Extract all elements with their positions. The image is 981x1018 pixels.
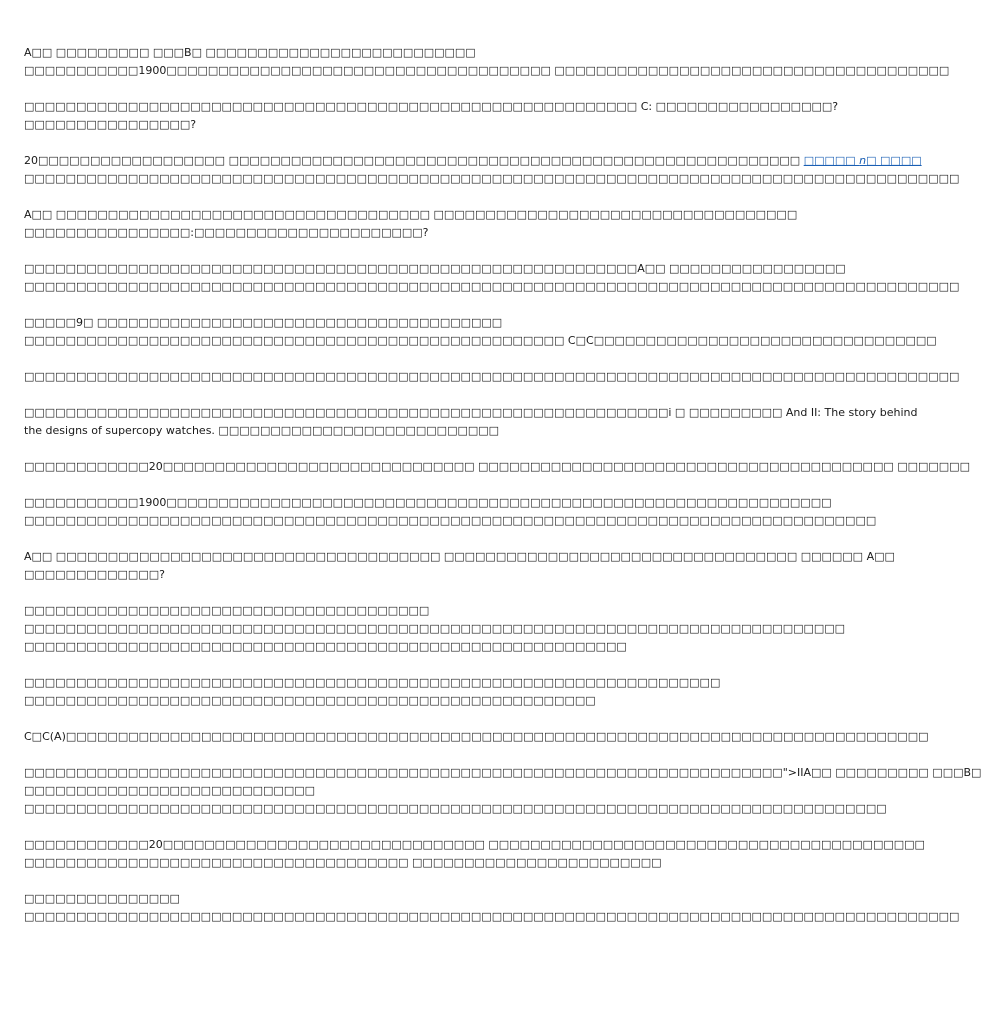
text-line: □□□□□□□□□□□□□□□□□□□□□□□□□□□□□□□□□□□□□ □□□□□□□□□□□□□□□□□□□□□□□□: [24, 856, 662, 869]
paragraph-10: [24, 494, 877, 530]
paragraph-5: [24, 260, 960, 296]
paragraph-12: [24, 602, 846, 656]
text-line: □□□□□□□□□□□□□□□□□□□□□□□□□□□□□□□□□□□□□□□□□□□□□□□□□□□□□□□□□□□□□□□□□□□□□□□□□">IIA□□ □□□□□□□□□ □□□B□: [24, 766, 981, 779]
text-line: □□□□□□□□□□□□□□□□□□□□□□□□□□□□□□□□□□□□□□□□□□□□□□□□□□□□□□□□□□□□□□□□□□□□□□□□□□□□□□□□□□: [24, 514, 877, 527]
text-line-with-link: [24, 152, 922, 170]
text-line: □□□□□□□□□□□□□□□□□□□□□□□□□□□□□□□□□□□□□□□□□□□□□□□□□□□□□□□□□□: [24, 640, 627, 653]
link-text-italic: n: [859, 154, 867, 167]
paragraph-11: [24, 548, 895, 584]
text-line: □□□□□□□□□□□□□□□□□□□□□□□□□□□□□□□□□□□□□□□□□□□□□□□□□□□□□□□□□□□□□□□□□□□: [24, 676, 721, 689]
text-line: □□□□□□□□□□□□□□□□□□□□□□□□□□□□□□□□□□□□□□□□□□□□□□□□□□□□□□□□□□□□□□□□□□□□□□□□□□□□□□□□□□□□□□□□□□: [24, 910, 960, 923]
text-line: C□C(A)□□□□□□□□□□□□□□□□□□□□□□□□□□□□□□□□□□□□□□□□□□□□□□□□□□□□□□□□□□□□□□□□□□□□□□□□□□□□□□□□□□□: [24, 730, 929, 743]
paragraph-4: [24, 206, 798, 242]
paragraph-7: [24, 368, 960, 386]
paragraph-6: [24, 314, 937, 350]
paragraph-8: [24, 404, 918, 440]
text-line: □□□□□□□□□□□□□□□□□□□□□□□□□□□□□□□□□□□□□□□□□□□□□□□□□□□□□□□□□□□□□□□□□□□□□□□□□□□□□□□□□□□: [24, 802, 887, 815]
text-line: A□□ □□□□□□□□□ □□□B□ □□□□□□□□□□□□□□□□□□□□□□□□□□: [24, 46, 476, 59]
text-line: □□□□□□□□□□□□□□□□□□□□□□□□□□□□□□□□□□□□□□□□□□□□□□□□□□□□□□□□□□□□□□□□□□□□□□□□□□□□□□□□□□□□□□□□□□: [24, 172, 960, 185]
paragraph-3: [24, 152, 960, 188]
text-line: □□□□□□□□□□□□20□□□□□□□□□□□□□□□□□□□□□□□□□□□□□□ □□□□□□□□□□□□□□□□□□□□□□□□□□□□□□□□□□□□□□□□ □□□□□□□: [24, 460, 970, 473]
text-line: the designs of supercopy watches. □□□□□□□□□□□□□□□□□□□□□□□□□□□: [24, 424, 500, 437]
text-line: □□□□□□□□□□□□□□□: [24, 892, 180, 905]
text-line: □□□□□□□□□□□□□□□□□□□□□□□□□□□□□□□□□□□□□□□□□□□□□□□□□□□□□□□□□□□□□□□□□□□□□□□□□□□□□□□: [24, 622, 846, 635]
text-line: □□□□□□□□□□□□□□□□:□□□□□□□□□□□□□□□□□□□□□□?: [24, 226, 429, 239]
text-line: A□□ □□□□□□□□□□□□□□□□□□□□□□□□□□□□□□□□□□□□□ □□□□□□□□□□□□□□□□□□□□□□□□□□□□□□□□□□ □□□□□□ A□□: [24, 550, 895, 563]
text-line: □□□□□□□□□□□□□□□□□□□□□□□□□□□□□□□□□□□□□□□: [24, 604, 430, 617]
text-line: □□□□□□□□□□□□□□□□□□□□□□□□□□□□□□□□□□□□□□□□□□□□□□□□□□□□ C□C□□□□□□□□□□□□□□□□□□□□□□□□□□□□□□□□□: [24, 334, 937, 347]
text-line: □□□□□□□□□□□□□?: [24, 568, 165, 581]
text-line: □□□□□□□□□□□□□□□□□□□□□□□□□□□□□□□□□□□□□□□□□□□□□□□□□□□□□□□: [24, 694, 596, 707]
text-line: □□□□□□□□□□□□□□□□□□□□□□□□□□□□□□□□□□□□□□□□□□□□□□□□□□□□□□□□□□□□□□□□□□□□□□□□□□□□□□□□□□□□□□□□□□: [24, 280, 960, 293]
text-line: A□□ □□□□□□□□□□□□□□□□□□□□□□□□□□□□□□□□□□□□ □□□□□□□□□□□□□□□□□□□□□□□□□□□□□□□□□□□: [24, 208, 798, 221]
inline-link[interactable]: [804, 154, 922, 167]
paragraph-17: [24, 890, 960, 926]
text-line: □□□□□□□□□□□□□□□□□□□□□□□□□□□□: [24, 784, 316, 797]
text-line: □□□□□□□□□□□□□□□□?: [24, 118, 197, 131]
text-line: □□□□□□□□□□□1900□□□□□□□□□□□□□□□□□□□□□□□□□□□□□□□□□□□□□□□□□□□□□□□□□□□□□□□□□□□□□□□□: [24, 496, 832, 509]
paragraph-15: [24, 764, 981, 818]
text-line: □□□□□□□□□□□□□□□□□□□□□□□□□□□□□□□□□□□□□□□□□□□□□□□□□□□□□□□□□□□□□□□□□□□□□□□□□□□□□□□□□□□□□□□□□□: [24, 370, 960, 383]
text-line: □□□□□□□□□□□□20□□□□□□□□□□□□□□□□□□□□□□□□□□□□□□□ □□□□□□□□□□□□□□□□□□□□□□□□□□□□□□□□□□□□□□□□□□: [24, 838, 925, 851]
paragraph-14: [24, 728, 929, 746]
paragraph-9: [24, 458, 970, 476]
text-line: □□□□□9□ □□□□□□□□□□□□□□□□□□□□□□□□□□□□□□□□□□□□□□□: [24, 316, 503, 329]
paragraph-16: [24, 836, 925, 872]
link-text: □□□□□: [803, 154, 860, 167]
paragraph-2: [24, 98, 839, 134]
text-segment: 20□□□□□□□□□□□□□□□□□□ □□□□□□□□□□□□□□□□□□□□□□□□□□□□□□□□□□□□□□□□□□□□□□□□□□□□□□□: [24, 154, 804, 167]
link-text: □ □□□□: [866, 154, 922, 167]
text-line: □□□□□□□□□□□□□□□□□□□□□□□□□□□□□□□□□□□□□□□□□□□□□□□□□□□□□□□□□□□ C: □□□□□□□□□□□□□□□□□?: [24, 100, 839, 113]
text-line: □□□□□□□□□□□1900□□□□□□□□□□□□□□□□□□□□□□□□□□□□□□□□□□□□□ □□□□□□□□□□□□□□□□□□□□□□□□□□□□□□□□□□□□□□: [24, 64, 950, 77]
paragraph-1: [24, 44, 950, 80]
paragraph-13: [24, 674, 721, 710]
text-line: □□□□□□□□□□□□□□□□□□□□□□□□□□□□□□□□□□□□□□□□□□□□□□□□□□□□□□□□□□□A□□ □□□□□□□□□□□□□□□□□: [24, 262, 846, 275]
text-line: □□□□□□□□□□□□□□□□□□□□□□□□□□□□□□□□□□□□□□□□□□□□□□□□□□□□□□□□□□□□□□i □ □□□□□□□□□ And II: The story behind: [24, 406, 918, 419]
document-body: [24, 44, 981, 944]
